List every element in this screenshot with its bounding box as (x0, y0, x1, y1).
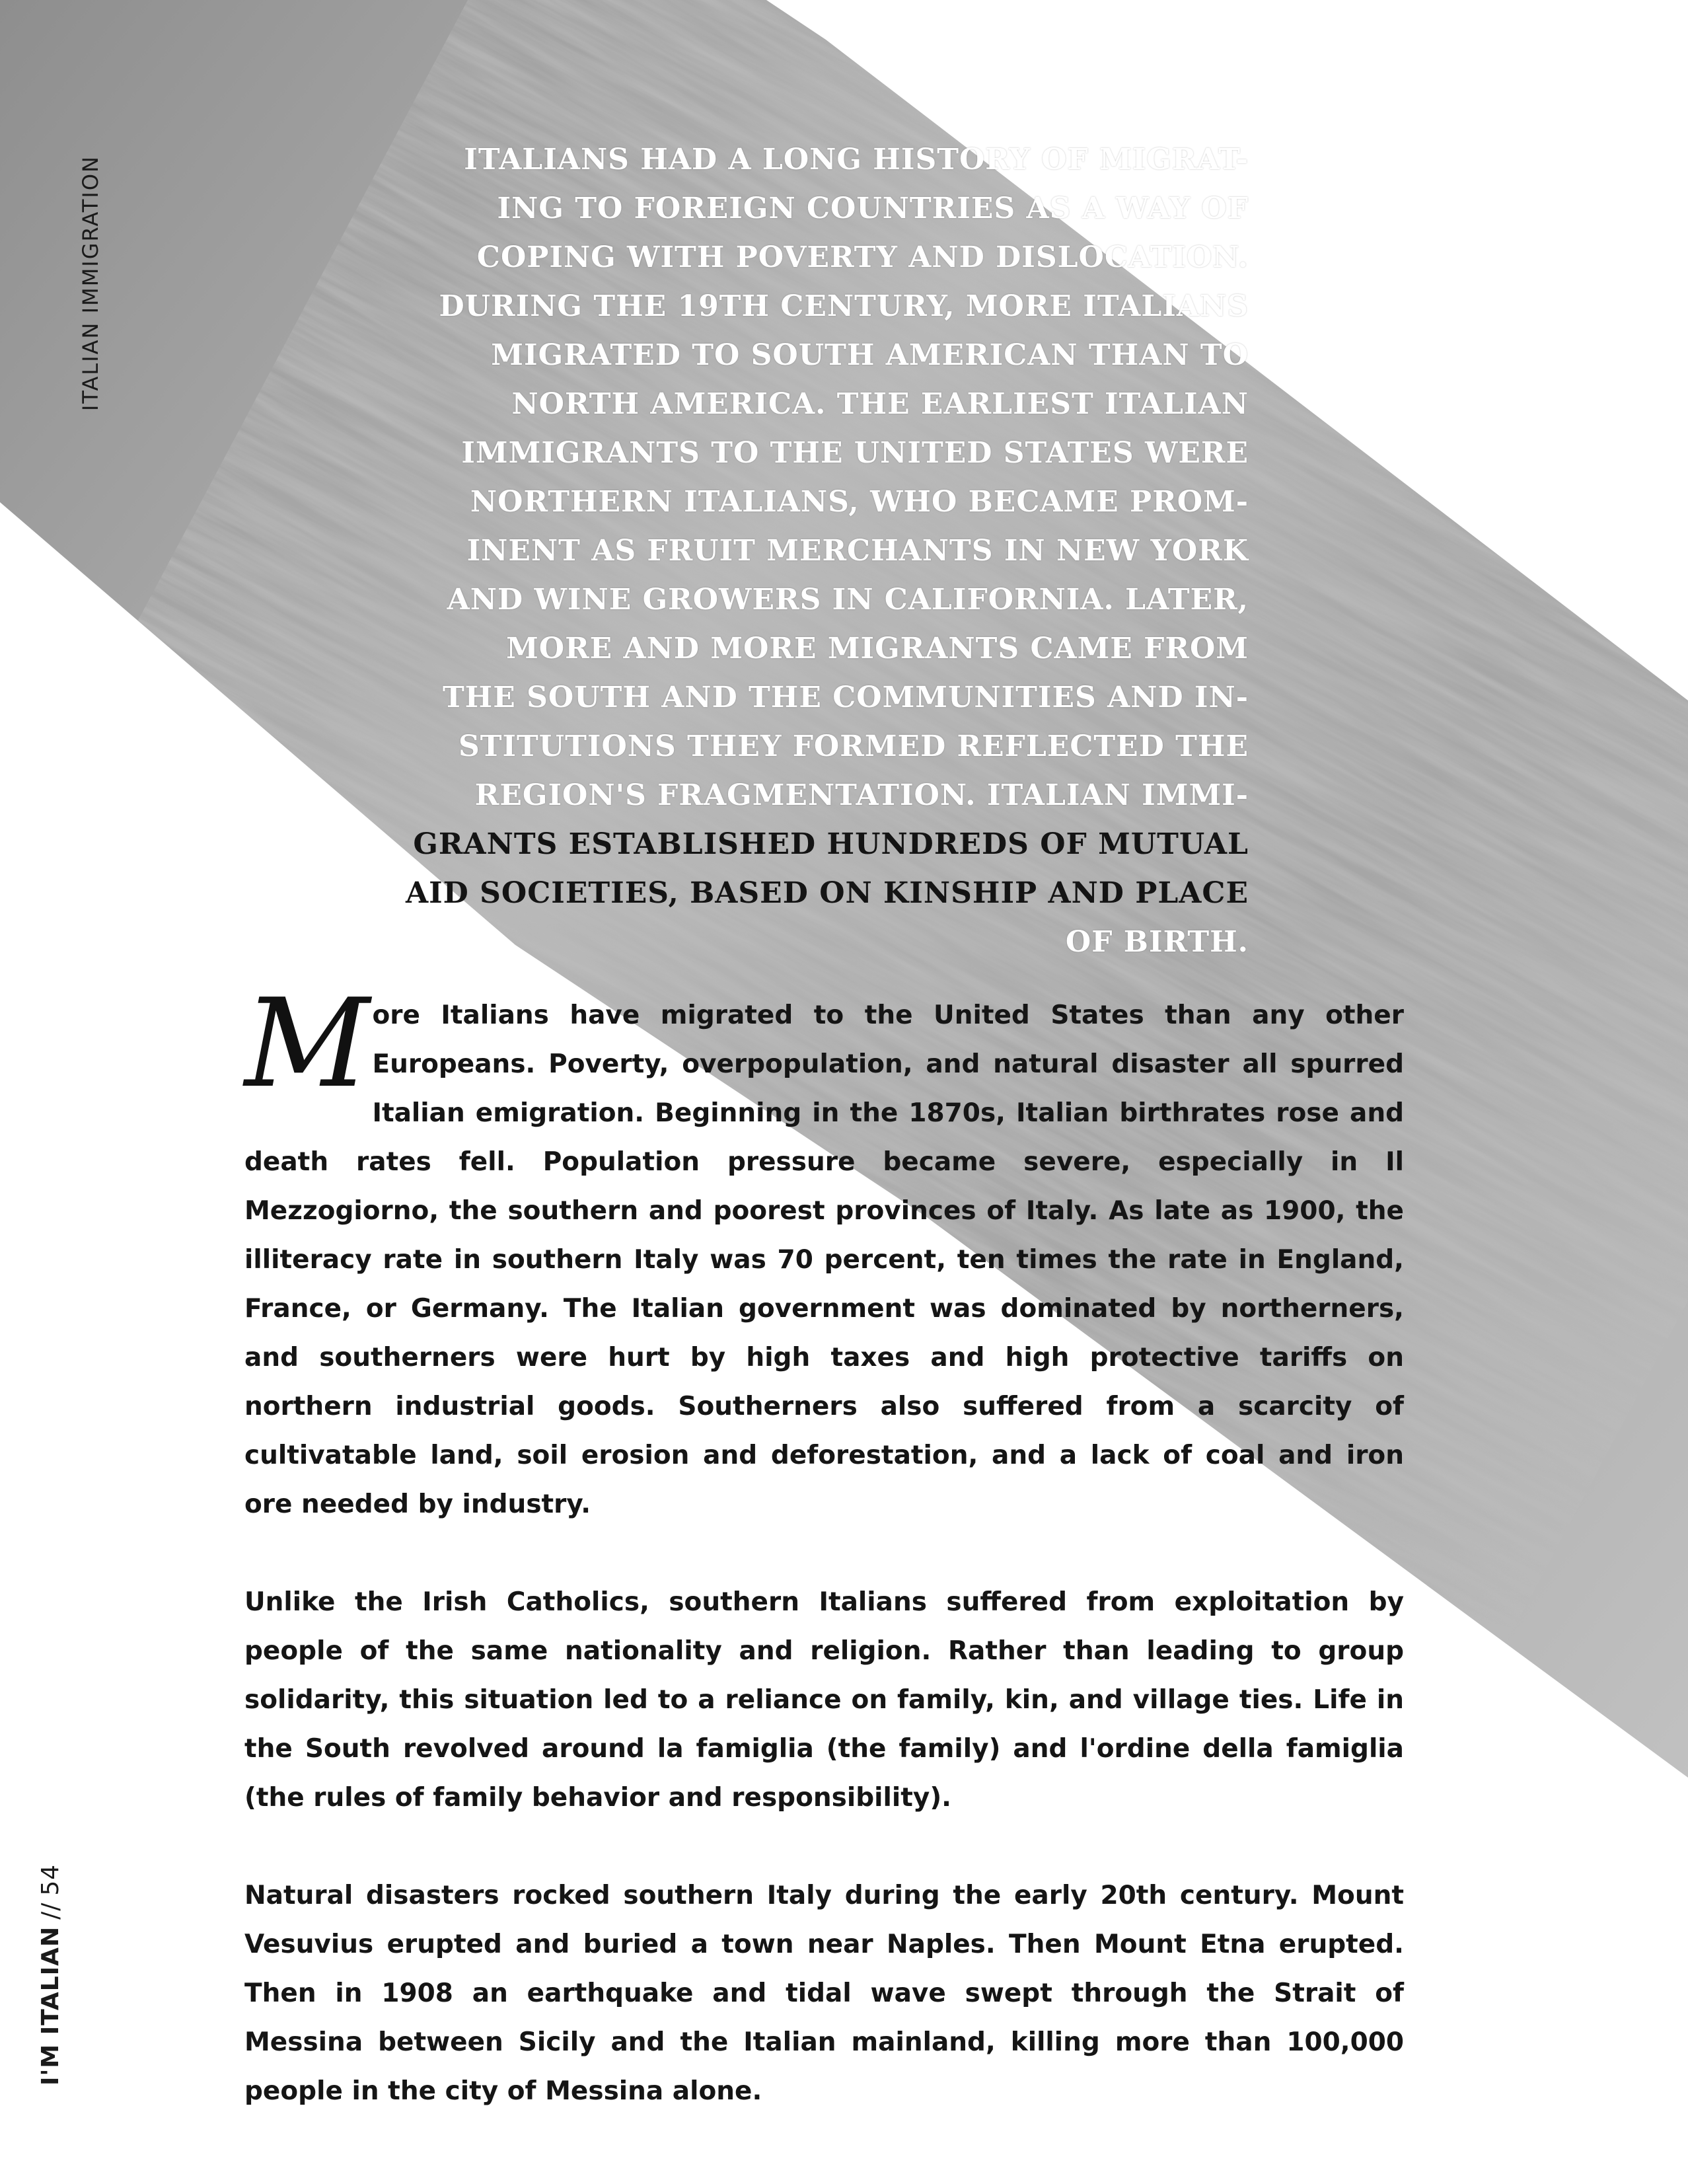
pull-quote-line: INENT AS FRUIT MERCHANTS IN NEW YORK (466, 534, 1249, 568)
pull-quote (370, 135, 1249, 967)
pull-quote-line: IMMIGRANTS TO THE UNITED STATES WERE (461, 436, 1249, 470)
body-paragraph-3: Natural disasters rocked southern Italy during the early 20th century. Mount Vesuvius erupted and buried a town near Naples. Then Mount Etna erupted. Then in 1908 an earthquake and tidal wave swept through the Strait of Messina between Sicily and the Italian mainland, killing more than 100,000 people in the city of Messina alone. (244, 1881, 1404, 2106)
pull-quote-line: REGION'S FRAGMENTATION. ITALIAN IMMI- (474, 778, 1249, 812)
pull-quote-line: COPING WITH POVERTY AND DISLOCATION. (476, 241, 1249, 274)
pull-quote-line: ITALIANS HAD A LONG HISTORY OF MIGRAT- (464, 143, 1249, 176)
pull-quote-line: DURING THE 19TH CENTURY, MORE ITALIANS (439, 289, 1249, 323)
pull-quote-line: AND WINE GROWERS IN CALIFORNIA. LATER, (447, 583, 1249, 617)
pull-quote-line: OF BIRTH. (1065, 925, 1249, 959)
section-label: ITALIAN IMMIGRATION (78, 155, 103, 411)
pull-quote-line: ING TO FOREIGN COUNTRIES AS A WAY OF (497, 192, 1249, 225)
body-paragraph-1 (244, 972, 1404, 1529)
pull-quote-line: STITUTIONS THEY FORMED REFLECTED THE (458, 730, 1249, 763)
folio (37, 1864, 64, 2086)
pull-quote-line: MORE AND MORE MIGRANTS CAME FROM (506, 632, 1249, 665)
pull-quote-line: AID SOCIETIES, BASED ON KINSHIP AND PLACE (405, 876, 1249, 910)
page-number: 54 (37, 1864, 64, 1896)
article-body (244, 972, 1404, 2165)
paragraph-1-text: ore Italians have migrated to the United States than any other Europeans. Poverty, overpopulation, and natural disaster all spurred Italian emigration. Beginning in the 1870s, Italian birthrates rose and death rates fell. Population pressure became severe, especially in Il Mezzogiorno, the southern and poorest provinces of Italy. As late as 1900, the illiteracy rate in southern Italy was 70 percent, ten times the rate in England, France, or Germany. The Italian government was dominated by northerners, and southerners were hurt by high taxes and high protective tariffs on northern industrial goods. Southerners also suffered from a scarcity of cultivatable land, soil erosion and deforestation, and a lack of coal and iron ore needed by industry. (244, 1000, 1404, 1519)
body-paragraph-2: Unlike the Irish Catholics, southern Italians suffered from exploitation by people of the same nationality and religion. Rather than leading to group solidarity, this situation led to a reliance on family, kin, and village ties. Life in the South revolved around la famiglia (the family) and l'ordine della famiglia (the rules of family behavior and responsibility). (244, 1587, 1404, 1813)
folio-separator: // (37, 1902, 64, 1920)
pull-quote-line: NORTHERN ITALIANS, WHO BECAME PROM- (470, 485, 1249, 519)
pull-quote-line: GRANTS ESTABLISHED HUNDREDS OF MUTUAL (413, 827, 1249, 861)
drop-cap: M (244, 972, 370, 1115)
pull-quote-line: NORTH AMERICA. THE EARLIEST ITALIAN (511, 387, 1249, 421)
folio-title: I'M ITALIAN (37, 1926, 64, 2086)
pull-quote-line: THE SOUTH AND THE COMMUNITIES AND IN- (442, 681, 1249, 714)
pull-quote-line: MIGRATED TO SOUTH AMERICAN THAN TO (491, 338, 1249, 372)
